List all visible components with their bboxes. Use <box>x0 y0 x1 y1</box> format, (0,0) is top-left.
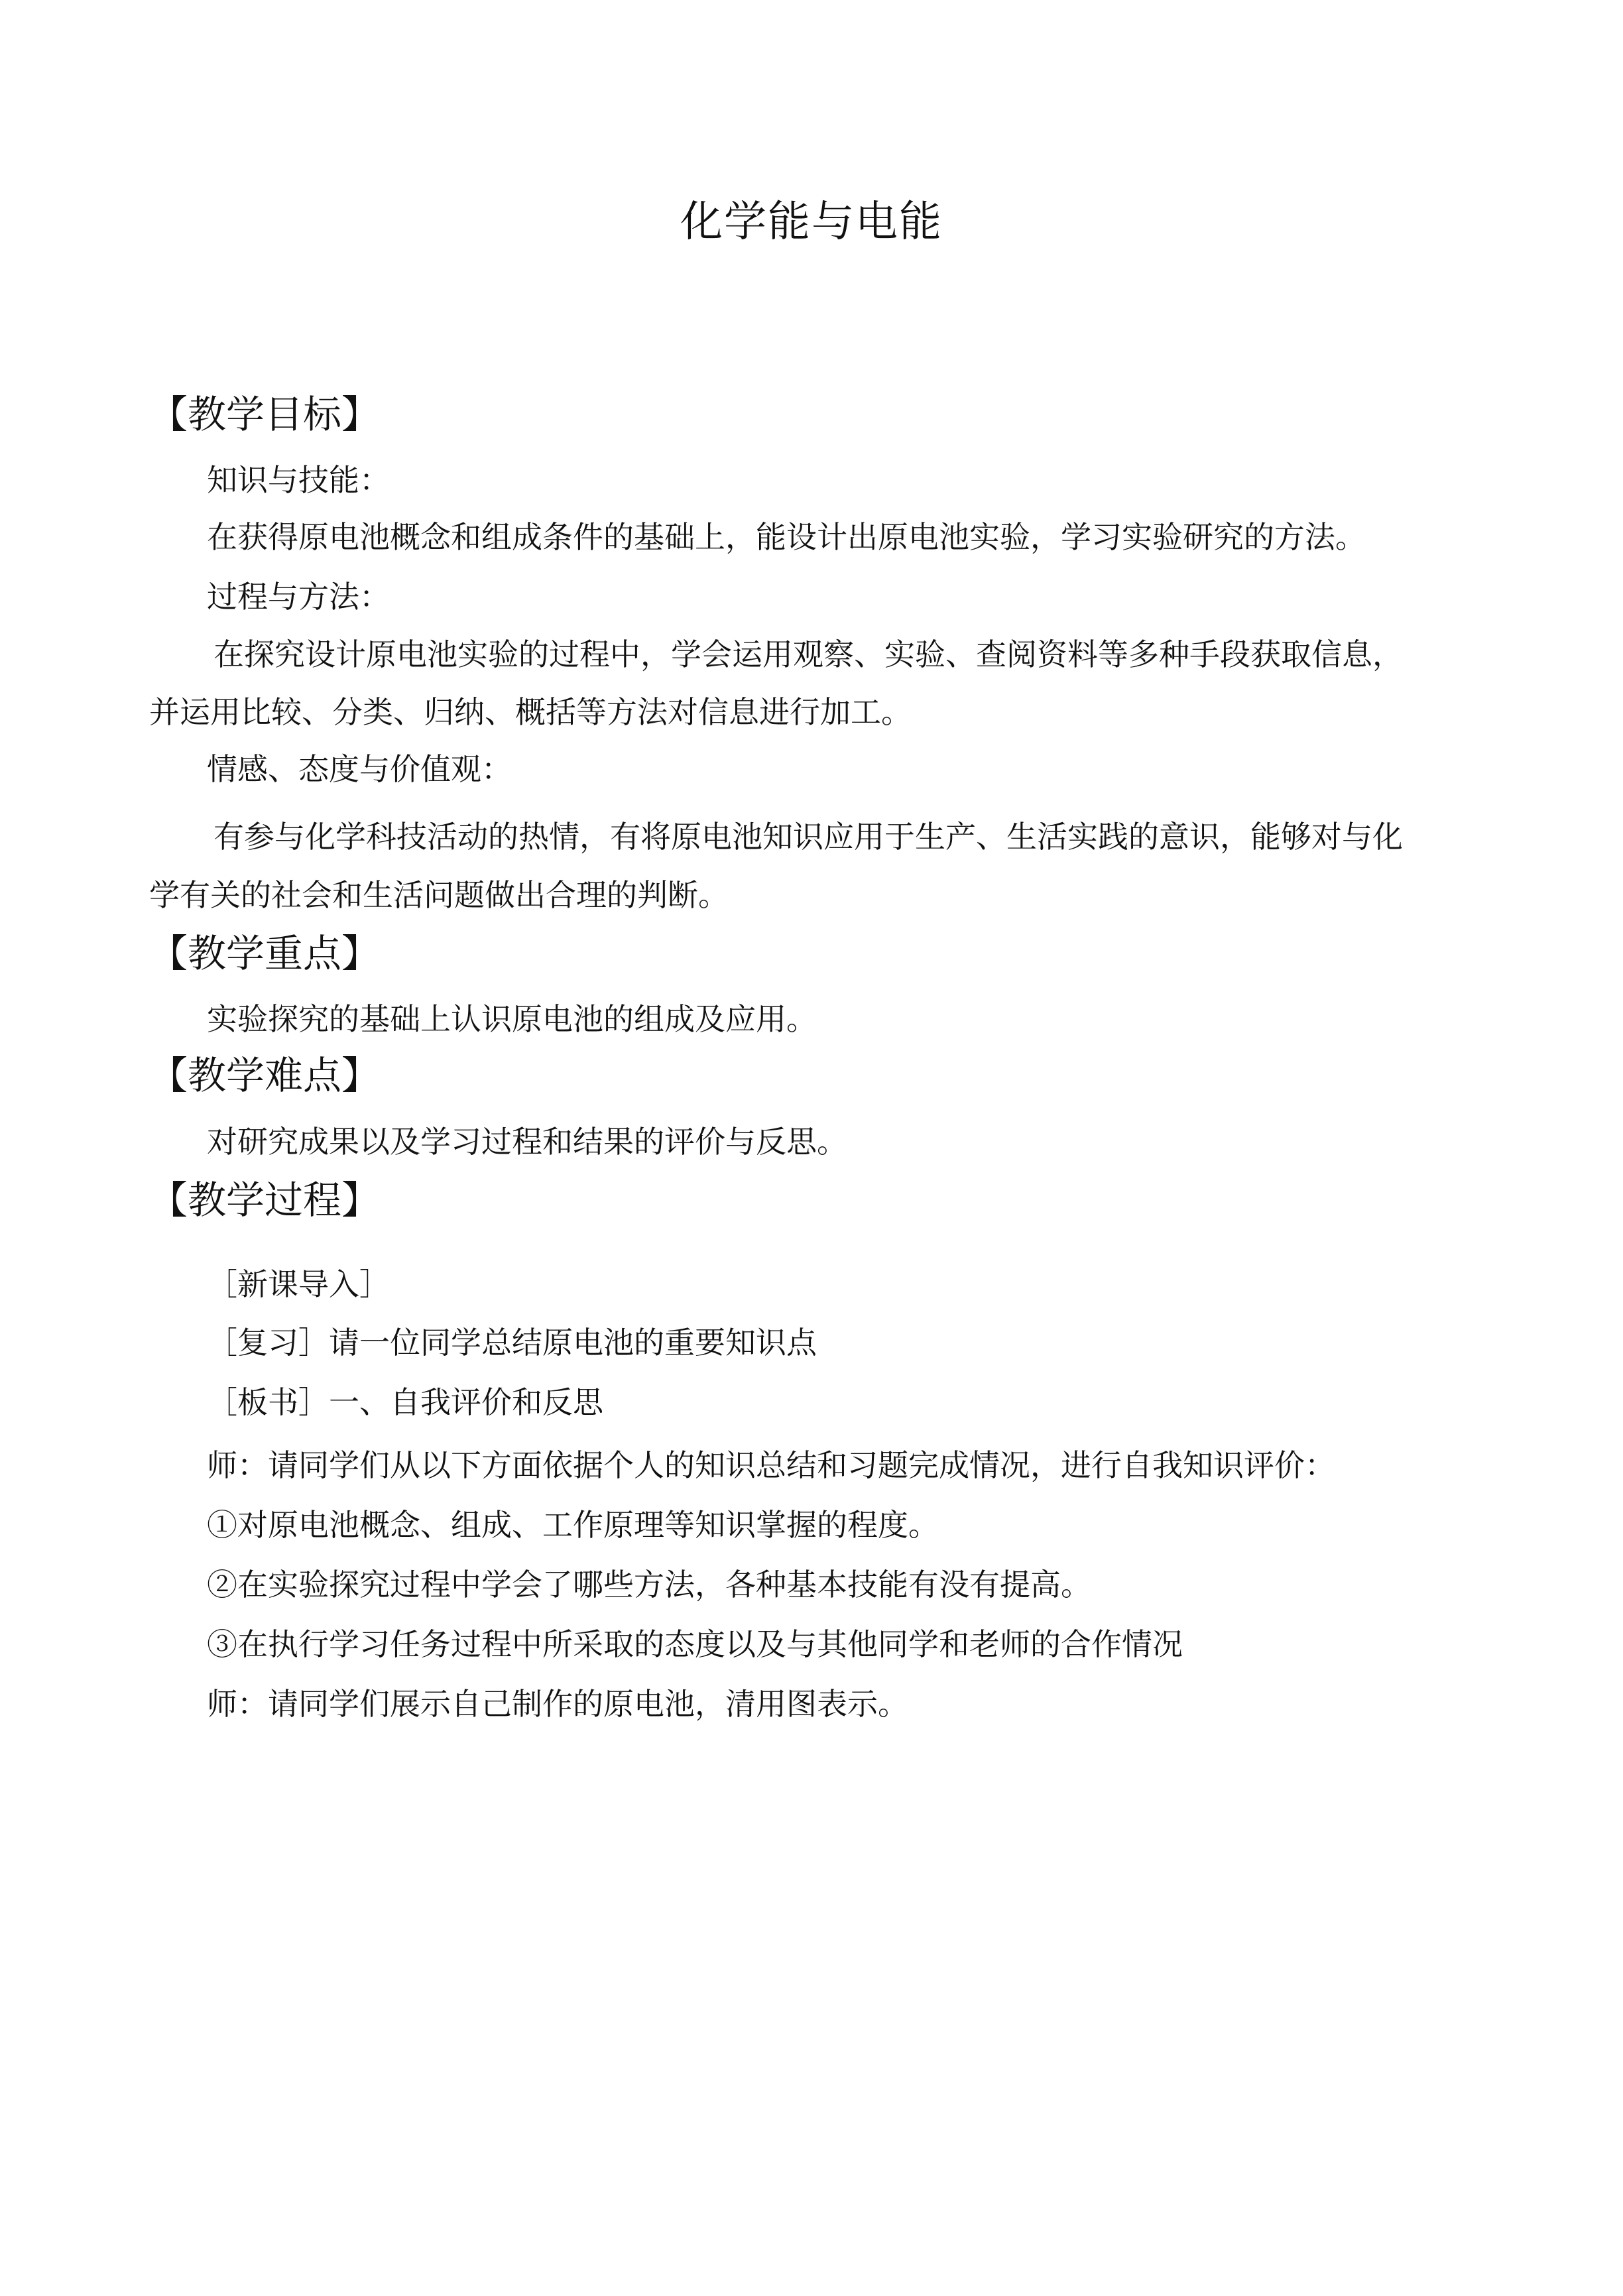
process-line-6: ②在实验探究过程中学会了哪些方法，各种基本技能有没有提高。 <box>207 1567 1091 1602</box>
emotion-label: 情感、态度与价值观： <box>207 751 512 787</box>
emotion-text-line-1: 有参与化学科技活动的热情，有将原电池知识应用于生产、生活实践的意识，能够对与化 <box>213 819 1403 855</box>
process-label: 过程与方法： <box>207 579 390 615</box>
process-text-line-1: 在探究设计原电池实验的过程中，学会运用观察、实验、查阅资料等多种手段获取信息， <box>213 636 1403 672</box>
process-text-line-2: 并运用比较、分类、归纳、概括等方法对信息进行加工。 <box>149 694 912 730</box>
heading-difficulties: 【教学难点】 <box>149 1053 381 1098</box>
difficulties-text: 对研究成果以及学习过程和结果的评价与反思。 <box>207 1124 847 1160</box>
key-points-text: 实验探究的基础上认识原电池的组成及应用。 <box>207 1001 817 1037</box>
process-line-2: ［复习］请一位同学总结原电池的重要知识点 <box>207 1325 817 1360</box>
process-line-1: ［新课导入］ <box>207 1266 390 1302</box>
heading-process: 【教学过程】 <box>149 1178 381 1223</box>
knowledge-text: 在获得原电池概念和组成条件的基础上，能设计出原电池实验，学习实验研究的方法。 <box>207 519 1366 555</box>
process-line-8: 师：请同学们展示自己制作的原电池，清用图表示。 <box>207 1686 908 1722</box>
knowledge-label: 知识与技能： <box>207 462 390 498</box>
emotion-text-line-2: 学有关的社会和生活问题做出合理的判断。 <box>149 877 729 913</box>
process-line-3: ［板书］一、自我评价和反思 <box>207 1384 603 1420</box>
heading-objectives: 【教学目标】 <box>149 392 381 437</box>
heading-key-points: 【教学重点】 <box>149 931 381 976</box>
process-line-4: 师：请同学们从以下方面依据个人的知识总结和习题完成情况，进行自我知识评价： <box>207 1447 1335 1483</box>
process-line-7: ③在执行学习任务过程中所采取的态度以及与其他同学和老师的合作情况 <box>207 1626 1183 1662</box>
document-title: 化学能与电能 <box>680 198 943 247</box>
process-line-5: ①对原电池概念、组成、工作原理等知识掌握的程度。 <box>207 1507 939 1543</box>
